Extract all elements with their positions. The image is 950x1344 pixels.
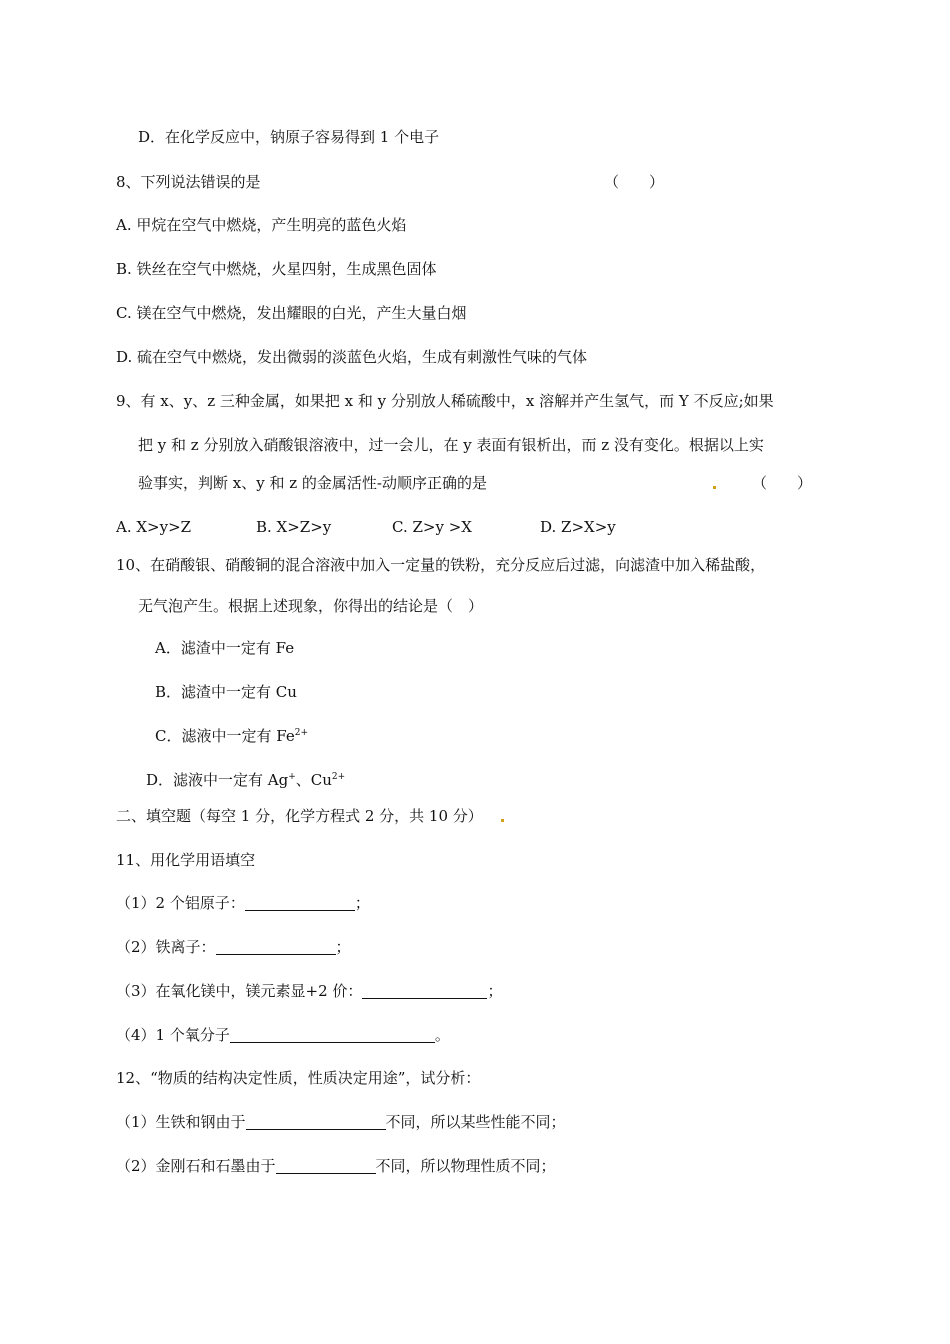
q11-item-4-blank[interactable]: [230, 1026, 435, 1043]
q12-item-2-blank[interactable]: [276, 1157, 376, 1174]
q8-option-b: B. 铁丝在空气中燃烧，火星四射，生成黑色固体: [116, 260, 437, 278]
q11-item-3-blank[interactable]: [362, 982, 487, 999]
q11-item-1-blank[interactable]: [245, 894, 355, 911]
q9-line-2: 把 y 和 z 分别放入硝酸银溶液中，过一会儿，在 y 表面有银析出，而 z 没有变化。根据以上实: [138, 436, 764, 454]
q12-item-1-label: （1）生铁和钢由于: [116, 1113, 246, 1131]
q8-stem: 8、下列说法错误的是: [116, 173, 261, 191]
q9-option-c: C. Z>y >X: [392, 518, 472, 536]
q11-item-1-end: ；: [354, 894, 370, 912]
q8-option-d: D. 硫在空气中燃烧，发出微弱的淡蓝色火焰，生成有刺激性气味的气体: [116, 348, 588, 366]
q11-item-3: [116, 981, 502, 1001]
q7-option-d: D．在化学反应中，钠原子容易得到 1 个电子: [138, 128, 440, 146]
q8-option-c: C. 镁在空气中燃烧，发出耀眼的白光，产生大量白烟: [116, 304, 467, 322]
q11-item-2-blank[interactable]: [216, 938, 336, 955]
q12-item-2: [116, 1156, 556, 1176]
q9-line-1: 9、有 x、y、z 三种金属，如果把 x 和 y 分别放人稀硫酸中，x 溶解并产生氢气，而 Y 不反应;如果: [116, 392, 774, 410]
q12-item-1-end: 不同，所以某些性能不同；: [385, 1113, 566, 1131]
q10-option-a: A．滤渣中一定有 Fe: [155, 639, 295, 657]
q10-option-d-cu: 、Cu: [295, 771, 332, 789]
q12-item-1: [116, 1112, 566, 1132]
q11-item-2: [116, 937, 351, 957]
q12-stem: 12、“物质的结构决定性质，性质决定用途”，试分析：: [116, 1069, 481, 1087]
q11-item-2-end: ；: [335, 938, 351, 956]
stray-mark: [501, 819, 504, 822]
q11-item-2-label: （2）铁离子：: [116, 938, 216, 956]
q12-item-2-label: （2）金刚石和石墨由于: [116, 1157, 276, 1175]
q9-line-3: 验事实，判断 x、y 和 z 的金属活性-动顺序正确的是: [138, 474, 487, 492]
q8-answer-paren: （ ）: [604, 173, 665, 191]
q8-option-a: A. 甲烷在空气中燃烧，产生明亮的蓝色火焰: [116, 216, 407, 234]
q10-line-1: 10、在硝酸银、硝酸铜的混合溶液中加入一定量的铁粉，充分反应后过滤，向滤渣中加入稀盐酸，: [116, 556, 766, 574]
q10-option-d-text: D．滤液中一定有 Ag: [146, 771, 289, 789]
q10-option-d-charge-ag: +: [288, 772, 296, 782]
q10-option-c: [155, 726, 308, 746]
q11-item-3-end: ；: [487, 982, 503, 1000]
section-2-title: 二、填空题（每空 1 分，化学方程式 2 分，共 10 分）: [116, 807, 483, 825]
q10-option-d-charge-cu: 2+: [331, 772, 346, 782]
q10-option-c-charge: 2+: [294, 728, 308, 738]
q9-answer-paren: （ ）: [752, 474, 813, 492]
q11-item-1: [116, 893, 370, 913]
q9-option-a: A. X>y>Z: [116, 518, 192, 536]
q11-item-4: [116, 1025, 450, 1045]
q9-option-b: B. X>Z>y: [256, 518, 332, 536]
q10-option-c-text: C．滤液中一定有 Fe: [155, 727, 295, 745]
q11-stem: 11、用化学用语填空: [116, 851, 256, 869]
q11-item-1-label: （1）2 个铝原子：: [116, 894, 245, 912]
q12-item-1-blank[interactable]: [246, 1113, 386, 1130]
q10-line-2: 无气泡产生。根据上述现象，你得出的结论是（ ）: [138, 597, 484, 615]
q11-item-4-label: （4）1 个氧分子: [116, 1026, 230, 1044]
q9-option-d: D. Z>X>y: [540, 518, 616, 536]
q12-item-2-end: 不同，所以物理性质不同；: [375, 1157, 556, 1175]
q11-item-3-label: （3）在氧化镁中，镁元素显+2 价：: [116, 982, 363, 1000]
stray-mark: [713, 486, 716, 489]
q10-option-b: B．滤渣中一定有 Cu: [155, 683, 297, 701]
q10-option-d: [146, 770, 345, 790]
q11-item-4-end: 。: [434, 1026, 450, 1044]
